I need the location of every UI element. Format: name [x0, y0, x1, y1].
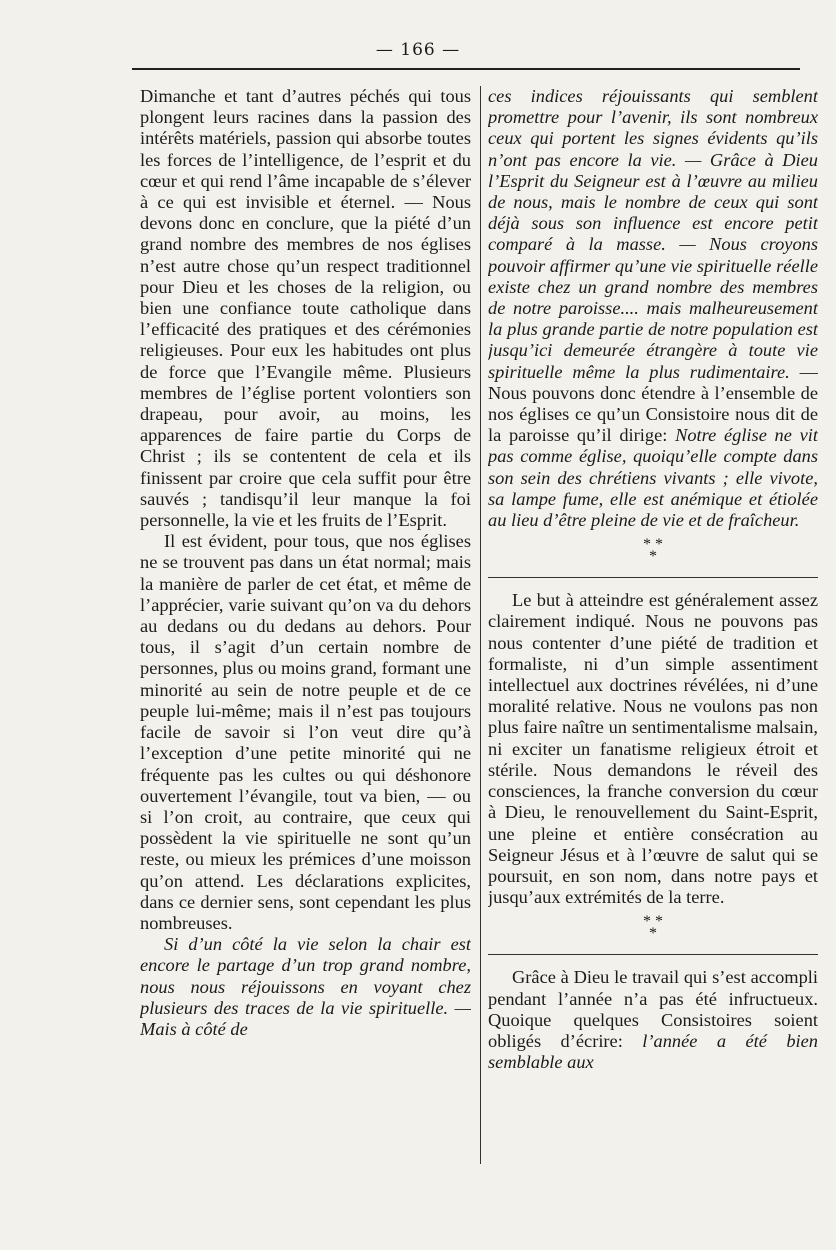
separator-stars-bottom: * — [649, 548, 657, 566]
right-paragraph-1-quote: Notre église ne vit pas comme église, quoiqu’elle compte dans son sein des chrétiens vivants ; elle vivote, sa lampe fume, elle est anémique et étiolée au lieu d’être pleine de vie et de fraîcheur. — [488, 425, 818, 531]
right-paragraph-1-roman: — Nous pouvons donc étendre à l’ensemble de nos églises ce qu’un Consistoire nous dit de la paroisse qu’il dirige: — [488, 361, 818, 446]
section-separator-1 — [488, 536, 818, 566]
left-paragraph-3-italic: Si d’un côté la vie selon la chair est encore le partage d’un trop grand nombre, nous nous réjouissons en voyant chez plusieurs des traces de la vie spirituelle. — [140, 934, 471, 1018]
section-rule-1 — [488, 577, 818, 578]
separator-stars-top: * * — [643, 536, 663, 554]
separator-stars-top: * * — [643, 913, 663, 931]
page-number: — 166 — — [375, 40, 461, 60]
right-paragraph-3-roman: Grâce à Dieu le travail qui s’est accompli pendant l’année n’a pas été infructueux. Quoique quelques Consistoires soient obligés d’écrire: — [488, 967, 818, 1051]
left-column — [140, 86, 471, 1166]
right-paragraph-2: Le but à atteindre est généralement assez clairement indiqué. Nous ne pouvons pas nous contenter d’une piété de tradition et formaliste, ni d’un simple assentiment intellectuel aux doctrines révélées, ni d’une moralité relative. Nous ne voulons pas non plus faire naître un sentimentalisme malsain, ni exciter un fanatisme religieux étroit et stérile. Nous demandons le réveil des consciences, la franche conversion du cœur à Dieu, le renouvellement du Saint-Esprit, une pleine et entière consécration au Seigneur Jésus et à l’œuvre de salut qui se poursuit, en son nom, dans notre pays et jusqu’aux extrémités de la terre. — [488, 590, 818, 908]
header-rule — [132, 68, 800, 70]
column-divider — [480, 86, 481, 1164]
left-paragraph-3-tail: — Mais à côté de — [140, 997, 471, 1039]
right-paragraph-1 — [488, 86, 818, 531]
left-paragraph-3 — [140, 934, 471, 1040]
left-paragraph-1: Dimanche et tant d’autres péchés qui tous plongent leurs racines dans la passion des intérêts matériels, passion qui absorbe toutes les forces de l’intelligence, de l’esprit et du cœur et qui rend l’âme incapable de s’élever à ce qui est invisible et éternel. — Nous devons donc en conclure, que la piété d’un grand nombre des membres de nos églises n’est autre chose qu’un respect traditionnel pour Dieu et les choses de la religion, ou bien une confiance toute catholique dans l’efficacité des pratiques et des cérémonies religieuses. Pour eux les habitudes ont plus de force que l’Evangile même. Plusieurs membres de l’église portent volontiers son drapeau, pour avoir, au moins, les apparences de faire partie du Corps de Christ ; ils se contentent de cela et ils finissent par croire que cela suffit pour être sauvés ; tandisqu’il leur manque la foi personnelle, la vie et les fruits de l’Esprit. — [140, 86, 471, 531]
right-paragraph-1-italic: ces indices réjouissants qui semblent promettre pour l’avenir, ils sont nombreux ceux qui portent les signes évidents qu’ils n’ont pas encore la vie. — Grâce à Dieu l’Esprit du Seigneur est à l’œuvre au milieu de nous, mais le nombre de ceux qui sont déjà sous son influence est encore petit comparé à la masse. — Nous croyons pouvoir affirmer qu’une vie spirituelle réelle existe chez un grand nombre des membres de notre paroisse.... mais malheureusement la plus grande partie de notre population est jusqu’ici demeurée étrangère à toute vie spirituelle même la plus rudimentaire. — [488, 86, 818, 382]
separator-stars-bottom: * — [649, 925, 657, 943]
right-paragraph-3-italic: l’année a été bien semblable aux — [488, 1030, 818, 1073]
right-paragraph-3 — [488, 967, 818, 1073]
section-rule-2 — [488, 954, 818, 955]
left-paragraph-2: Il est évident, pour tous, que nos églises ne se trouvent pas dans un état normal; mais la manière de parler de cet état, et même de l’apprécier, varie suivant qu’on va du dehors au dedans ou du dedans au dehors. Pour tous, il s’agit d’un certain nombre de personnes, plus ou moins grand, formant une minorité au sein de notre peuple et de ce peuple lui-même; mais il n’est pas toujours facile de savoir si l’on veut dire qu’à l’exception d’une petite minorité qui ne fréquente pas les cultes ou qui déshonore ouvertement l’évangile, tout va bien, — ou si l’on croit, au contraire, que ceux qui possèdent la vie spirituelle ne sont qu’un reste, ou mieux les prémices d’une moisson qu’on attend. Les déclarations explicites, dans ce dernier sens, sont cependant les plus nombreuses. — [140, 531, 471, 933]
right-column — [488, 86, 818, 1166]
section-separator-2 — [488, 913, 818, 943]
